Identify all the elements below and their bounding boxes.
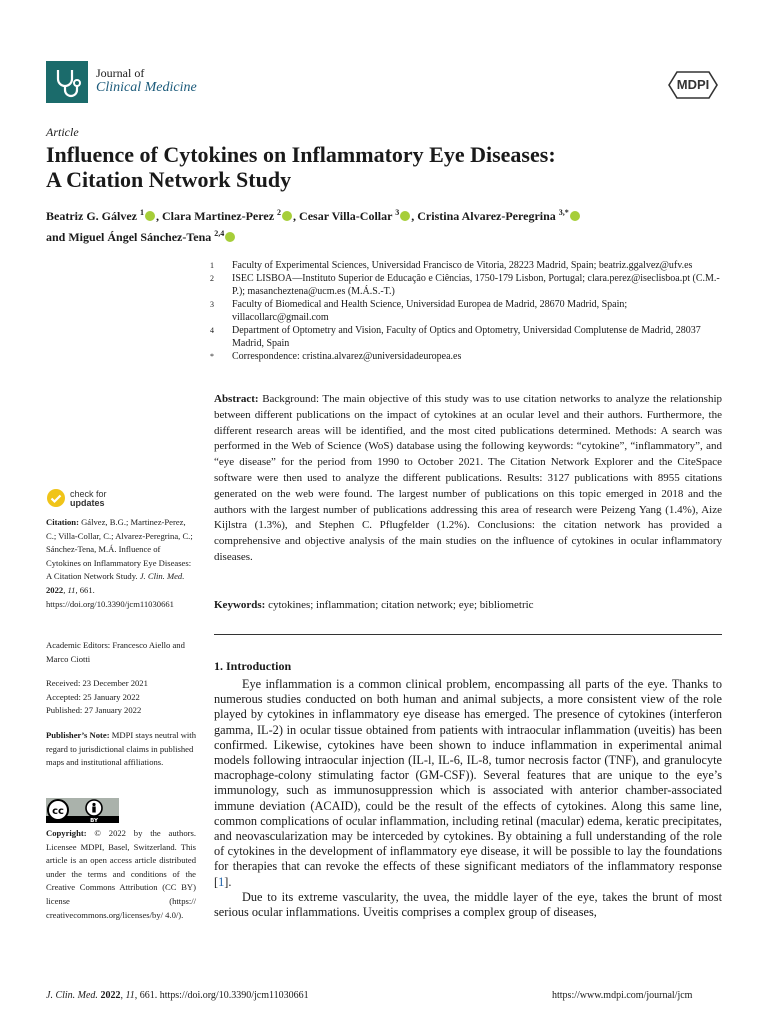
abstract bbox=[214, 392, 722, 566]
check-label-line2: updates bbox=[70, 498, 105, 508]
author-separator: , bbox=[411, 209, 418, 223]
orcid-icon[interactable] bbox=[570, 211, 580, 221]
author-line2 bbox=[46, 225, 726, 246]
affiliation-number: 1 bbox=[210, 261, 214, 270]
mdpi-logo[interactable] bbox=[665, 70, 721, 100]
author-separator: , bbox=[155, 209, 162, 223]
affiliation-item bbox=[210, 298, 725, 324]
publisher-name: MDPI bbox=[676, 77, 710, 92]
accepted-date: Accepted: 25 January 2022 bbox=[46, 691, 140, 702]
author-affiliation-number: 1 bbox=[139, 208, 144, 217]
citation-block: Citation: Gálvez, B.G.; Martinez-Perez, C.; Villa-Collar, C.; Alvarez-Peregrina, C.; Sánchez-Tena, M.Á. Influence of Cytokines on Inflammatory Eye Diseases: A Citation Network Study. J. Clin. Med. 2022, 11, 661. https://doi.org/10.3390/jcm11030661 bbox=[46, 517, 193, 609]
academic-editors: Academic Editors: Francesco Aiello and Marco Ciotti bbox=[46, 640, 185, 664]
pubnote-label: Publisher’s Note: bbox=[46, 730, 110, 740]
check-label-line1: check for bbox=[70, 489, 107, 499]
journal-name-line2: Clinical Medicine bbox=[96, 80, 197, 95]
author-name: Miguel Ángel Sánchez-Tena bbox=[68, 230, 215, 244]
keywords-label: Keywords: bbox=[214, 599, 266, 611]
author-list bbox=[46, 204, 726, 246]
footer-journal: J. Clin. Med. bbox=[46, 990, 98, 1001]
article-type: Article bbox=[46, 125, 79, 139]
keywords bbox=[214, 599, 722, 611]
section-divider bbox=[214, 634, 722, 635]
author-separator: , bbox=[293, 209, 300, 223]
copyright-text: © 2022 by the authors. Licensee MDPI, Basel, Switzerland. This article is an open access article distributed under the terms and conditions of the Creative Commons Attribution (CC BY) license (https:// creativecommons.org/licenses/by/ 4.0/). bbox=[46, 828, 196, 920]
author-prefix: and bbox=[46, 230, 69, 244]
article-title bbox=[46, 142, 686, 192]
affiliation-number: 2 bbox=[210, 274, 214, 283]
journal-logo bbox=[46, 61, 88, 103]
affiliations bbox=[210, 259, 725, 363]
stethoscope-icon bbox=[46, 61, 88, 103]
paragraph-text: Eye inflammation is a common clinical problem, encompassing all parts of the eye. Thanks to numerous studies conducted on both human and animal subjects, a more consistent view of the role played by cytokines in inflammatory eye disease has emerged. The presence of cytokines (interferon gamma, IL-2) in ocular tissue obtained from patients with intraocular inflammation (uveitis) has been confirmed. Likewise, cytokines have been shown to induce inflammation in experimental animal models following intraocular injection (IL-l, IL-6, IL-8, tumor necrosis factor (TNF), and granulocyte macrophage-colony stimulating factor (GM-CSF)). Several features that are unique to the eye’s immunology, such as immunosuppression which is associated with anterior chamber-associated immune deviation (ACAID), could be the result of the effects of cytokines. Along this same line, common complications of ocular inflammation, including retinal (macular) edema, keratic precipitates, and neovascularization may be interceded by cytokines. By obtaining a full understanding of the role of cytokines in the development of inflammatory eye disease, it will be possible to lay the foundations for therapies that can revoke the effects of these significant mediators of the inflammatory response [ bbox=[214, 677, 722, 889]
pubnote-text: MDPI stays neutral with regard to jurisdictional claims in published maps and institutional affiliations. bbox=[46, 730, 196, 768]
affiliation-number: * bbox=[210, 352, 214, 361]
citation-doi[interactable]: , 661. https://doi.org/10.3390/jcm11030661 bbox=[46, 584, 174, 609]
cc-by-license-badge[interactable] bbox=[46, 798, 119, 823]
affiliation-text: Correspondence: cristina.alvarez@universidadeuropea.es bbox=[232, 351, 462, 362]
copyright-block bbox=[46, 827, 196, 922]
author-name: Cesar Villa-Collar bbox=[299, 209, 396, 223]
citation-journal: J. Clin. Med. bbox=[139, 571, 185, 582]
affiliation-item bbox=[210, 350, 725, 363]
author-name: Beatriz G. Gálvez bbox=[46, 209, 140, 223]
creative-commons-icon bbox=[46, 798, 119, 823]
citation-label: Citation: bbox=[46, 517, 79, 527]
abstract-label: Abstract: bbox=[214, 393, 259, 405]
title-line1: Influence of Cytokines on Inflammatory Eye Diseases: bbox=[46, 142, 556, 167]
journal-name-line1: Journal of bbox=[96, 66, 145, 80]
footer-citation: J. Clin. Med. 2022, 11, 661. https://doi.org/10.3390/jcm11030661 bbox=[46, 990, 309, 1001]
affiliation-item bbox=[210, 272, 725, 298]
copyright-label: Copyright: bbox=[46, 828, 87, 838]
publication-dates bbox=[46, 677, 196, 718]
paragraph: Due to its extreme vascularity, the uvea, the middle layer of the eye, takes the brunt of most serious ocular inflammations. Uveitis comprises a complex group of diseases, bbox=[214, 889, 722, 920]
author-affiliation-number: 3 bbox=[395, 208, 400, 217]
citation-text: Gálvez, B.G.; Martinez-Perez, C.; Villa-Collar, C.; Alvarez-Peregrina, C.; Sánchez-Tena, M.Á. Influence of Cytokines on Inflammatory Eye Diseases: A Citation Network Study. bbox=[46, 517, 193, 582]
author-name: Cristina Alvarez-Peregrina bbox=[417, 209, 559, 223]
paragraph bbox=[214, 677, 722, 890]
received-date: Received: 23 December 2021 bbox=[46, 678, 148, 688]
published-date: Published: 27 January 2022 bbox=[46, 705, 142, 716]
citation-volume: 11 bbox=[67, 584, 76, 595]
footer-volume: 11 bbox=[125, 990, 135, 1001]
author-affiliation-number: 3,* bbox=[558, 208, 569, 217]
footer-journal-url[interactable]: https://www.mdpi.com/journal/jcm bbox=[552, 990, 693, 1001]
affiliation-item bbox=[210, 259, 725, 272]
affiliation-item bbox=[210, 324, 725, 350]
keywords-text: cytokines; inflammation; citation network; eye; bibliometric bbox=[268, 599, 534, 611]
orcid-icon[interactable] bbox=[400, 211, 410, 221]
footer-year: 2022 bbox=[100, 990, 121, 1001]
orcid-icon[interactable] bbox=[282, 211, 292, 221]
cc-by-label: BY bbox=[90, 818, 98, 823]
affiliation-text: ISEC LISBOA—Instituto Superior de Educação e Ciências, 1750-179 Lisbon, Portugal; clara.perez@iseclisboa.pt (C.M.-P.); masancheztena@ucm.es (M.Á.S.-T.) bbox=[232, 273, 720, 297]
title-line2: A Citation Network Study bbox=[46, 167, 292, 192]
section-heading-introduction: 1. Introduction bbox=[214, 659, 292, 673]
abstract-text: Background: The main objective of this study was to use citation networks to analyze the relationship between different publications on the impact of cytokines at an ocular level and their authors. Furthermore, the different research areas will be identified, and the most cited publications determined. Methods: A search was performed in the Web of Science (WoS) database using the following keywords: “cytokine”, “inflammatory”, and “eye disease” for the period from 1990 to October 2021. The Citation Network Explorer and the CiteSpace software were then used to analyze the different publications. Results: 3127 publications with 8955 citations generated on the web were found. The largest number of publications on this topic emerged in 2018 and the authors with the largest number of publications addressing this area of research were Peizeng Yang (1.4%), Aize Kijlstra (1.3%), and Stephen C. Pflugfelder (1.2%). Conclusions: the citation network has provided a comprehensive and objective analysis of the main studies on the influence of cytokines in ocular inflammatory diseases. bbox=[214, 393, 723, 563]
citation-year: 2022 bbox=[46, 584, 64, 595]
check-updates-icon bbox=[46, 488, 66, 508]
affiliation-number: 4 bbox=[210, 326, 214, 335]
author-name: Clara Martinez-Perez bbox=[161, 209, 278, 223]
author-line1 bbox=[46, 204, 726, 225]
affiliation-text: Department of Optometry and Vision, Faculty of Optics and Optometry, Universidad Complutense de Madrid, 28037 Madrid, Spain bbox=[232, 325, 701, 349]
orcid-icon[interactable] bbox=[145, 211, 155, 221]
introduction-body bbox=[214, 677, 722, 920]
author-affiliation-number: 2 bbox=[277, 208, 282, 217]
author-affiliation-number: 2,4 bbox=[214, 229, 225, 238]
orcid-icon[interactable] bbox=[225, 232, 235, 242]
publishers-note bbox=[46, 729, 196, 770]
footer-doi[interactable]: , 661. https://doi.org/10.3390/jcm11030661 bbox=[134, 990, 309, 1001]
affiliation-text: Faculty of Experimental Sciences, Universidad Francisco de Vitoria, 28223 Madrid, Spain; beatriz.ggalvez@ufv.es bbox=[232, 260, 693, 271]
check-for-updates-button[interactable] bbox=[46, 488, 116, 512]
cc-label: cc bbox=[52, 806, 64, 817]
affiliation-number: 3 bbox=[210, 300, 214, 309]
reference-link[interactable]: 1 bbox=[218, 874, 225, 889]
paragraph-text-end: ]. bbox=[224, 874, 232, 889]
affiliation-text: Faculty of Biomedical and Health Science, Universidad Europea de Madrid, 28670 Madrid, Spain; villacollarc@gmail.com bbox=[232, 299, 628, 323]
